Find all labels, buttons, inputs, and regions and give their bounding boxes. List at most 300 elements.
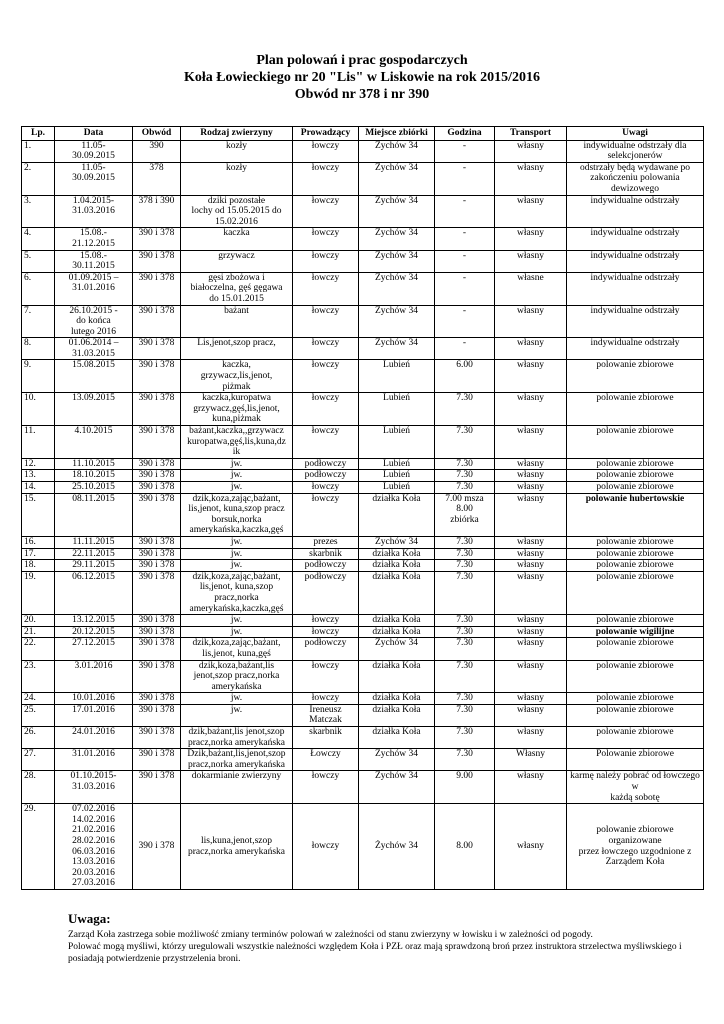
cell-prowadzacy: skarbnik bbox=[293, 548, 359, 560]
cell-uwagi: polowanie zbiorowe bbox=[567, 638, 704, 660]
cell-prowadzacy: łowczy bbox=[293, 660, 359, 693]
cell-transport: własny bbox=[495, 162, 567, 195]
table-row bbox=[22, 536, 704, 548]
cell-miejsce: działka Koła bbox=[359, 704, 435, 726]
table-row bbox=[22, 693, 704, 705]
cell-uwagi: indywidualne odstrzały bbox=[567, 250, 704, 272]
cell-obwod: 390 i 378 bbox=[133, 470, 181, 482]
cell-data: 15.08.2015 bbox=[55, 360, 133, 393]
cell-miejsce: Żychów 34 bbox=[359, 250, 435, 272]
cell-obwod: 390 i 378 bbox=[133, 536, 181, 548]
cell-godzina: 7.30 bbox=[435, 571, 495, 614]
cell-godzina: 7.30 bbox=[435, 426, 495, 459]
cell-transport: własny bbox=[495, 250, 567, 272]
cell-miejsce: Żychów 34 bbox=[359, 771, 435, 804]
cell-lp: 6. bbox=[22, 272, 55, 305]
table-row bbox=[22, 305, 704, 338]
cell-rodzaj: kaczka,kuropatwa grzywacz,gęś,lis,jenot, kuna,piżmak bbox=[181, 393, 293, 426]
column-header-transport: Transport bbox=[495, 127, 567, 141]
cell-lp: 20. bbox=[22, 615, 55, 627]
cell-data: 26.10.2015 - do końca lutego 2016 bbox=[55, 305, 133, 338]
cell-rodzaj: jw. bbox=[181, 482, 293, 494]
cell-prowadzacy: łowczy bbox=[293, 140, 359, 162]
cell-prowadzacy: Łowczy bbox=[293, 749, 359, 771]
cell-data: 07.02.2016 14.02.2016 21.02.2016 28.02.2016 06.03.2016 13.03.2016 20.03.2016 27.03.2016 bbox=[55, 804, 133, 890]
cell-obwod: 390 i 378 bbox=[133, 804, 181, 890]
cell-miejsce: Lubień bbox=[359, 360, 435, 393]
cell-godzina: 7.30 bbox=[435, 470, 495, 482]
cell-miejsce: Lubień bbox=[359, 470, 435, 482]
cell-miejsce: działka Koła bbox=[359, 560, 435, 572]
cell-lp: 28. bbox=[22, 771, 55, 804]
cell-uwagi: indywidualne odstrzały bbox=[567, 272, 704, 305]
cell-uwagi: polowanie zbiorowe bbox=[567, 360, 704, 393]
cell-rodzaj: jw. bbox=[181, 536, 293, 548]
cell-uwagi: polowanie zbiorowe bbox=[567, 704, 704, 726]
cell-miejsce: Żychów 34 bbox=[359, 749, 435, 771]
cell-rodzaj: Dzik,bażant,lis,jenot,szop pracz,norka amerykańska bbox=[181, 749, 293, 771]
table-row bbox=[22, 195, 704, 228]
cell-obwod: 390 i 378 bbox=[133, 638, 181, 660]
cell-godzina: 7.30 bbox=[435, 536, 495, 548]
cell-godzina: 7.30 bbox=[435, 548, 495, 560]
cell-obwod: 390 i 378 bbox=[133, 749, 181, 771]
table-row bbox=[22, 560, 704, 572]
cell-obwod: 390 i 378 bbox=[133, 727, 181, 749]
cell-godzina: 8.00 bbox=[435, 804, 495, 890]
cell-data: 13.12.2015 bbox=[55, 615, 133, 627]
cell-prowadzacy: podłowczy bbox=[293, 638, 359, 660]
cell-transport: własny bbox=[495, 771, 567, 804]
cell-prowadzacy: łowczy bbox=[293, 426, 359, 459]
cell-rodzaj: kozły bbox=[181, 140, 293, 162]
cell-lp: 2. bbox=[22, 162, 55, 195]
cell-miejsce: działka Koła bbox=[359, 493, 435, 536]
cell-rodzaj: bażant,kaczka,,grzywacz kuropatwa,gęś,lis,kuna,dz ik bbox=[181, 426, 293, 459]
cell-prowadzacy: łowczy bbox=[293, 771, 359, 804]
cell-data: 11.05- 30.09.2015 bbox=[55, 162, 133, 195]
cell-transport: własny bbox=[495, 470, 567, 482]
cell-lp: 1. bbox=[22, 140, 55, 162]
cell-data: 17.01.2016 bbox=[55, 704, 133, 726]
cell-obwod: 378 i 390 bbox=[133, 195, 181, 228]
cell-transport: własny bbox=[495, 548, 567, 560]
cell-godzina: 9.00 bbox=[435, 771, 495, 804]
cell-godzina: 7.30 bbox=[435, 749, 495, 771]
table-header-row bbox=[22, 127, 704, 141]
table-row bbox=[22, 360, 704, 393]
table-row bbox=[22, 228, 704, 250]
cell-obwod: 390 i 378 bbox=[133, 250, 181, 272]
cell-uwagi: polowanie hubertowskie bbox=[567, 493, 704, 536]
notes-line-1: Zarząd Koła zastrzega sobie możliwość zmiany terminów polowań w zależności od stanu zwierzyny w łowisku i w zależności od pogody. bbox=[68, 930, 593, 940]
cell-prowadzacy: łowczy bbox=[293, 272, 359, 305]
cell-godzina: 7.30 bbox=[435, 482, 495, 494]
cell-prowadzacy: łowczy bbox=[293, 305, 359, 338]
cell-lp: 25. bbox=[22, 704, 55, 726]
cell-transport: własny bbox=[495, 560, 567, 572]
table-row bbox=[22, 140, 704, 162]
table-row bbox=[22, 482, 704, 494]
cell-godzina: 7.00 msza 8.00 zbiórka bbox=[435, 493, 495, 536]
cell-rodzaj: dzik,koza,zając,bażant, lis,jenot, kuna,szop pracz borsuk,norka amerykańska,kaczka,gęś bbox=[181, 493, 293, 536]
table-row bbox=[22, 426, 704, 459]
cell-data: 25.10.2015 bbox=[55, 482, 133, 494]
cell-transport: własne bbox=[495, 272, 567, 305]
cell-rodzaj: jw. bbox=[181, 548, 293, 560]
cell-data: 1.04.2015- 31.03.2016 bbox=[55, 195, 133, 228]
cell-godzina: 7.30 bbox=[435, 704, 495, 726]
cell-uwagi: polowanie zbiorowe bbox=[567, 571, 704, 614]
cell-obwod: 390 i 378 bbox=[133, 771, 181, 804]
column-header-obwod: Obwód bbox=[133, 127, 181, 141]
table-row bbox=[22, 470, 704, 482]
cell-miejsce: Żychów 34 bbox=[359, 162, 435, 195]
cell-uwagi: Polowanie zbiorowe bbox=[567, 749, 704, 771]
notes-line-2: Polować mogą myśliwi, którzy uregulowali wszystkie należności względem Koła i PZŁ oraz mają sprawdzoną broń przez instruktora strzelectwa myśliwskiego i posiadają potwierdzenie przystrzelenia broni. bbox=[68, 942, 682, 964]
table-row bbox=[22, 660, 704, 693]
cell-lp: 19. bbox=[22, 571, 55, 614]
cell-obwod: 390 i 378 bbox=[133, 228, 181, 250]
cell-uwagi: polowanie zbiorowe bbox=[567, 548, 704, 560]
cell-data: 10.01.2016 bbox=[55, 693, 133, 705]
document-title-line2: Koła Łowieckiego nr 20 "Lis" w Liskowie na rok 2015/2016 bbox=[183, 70, 541, 85]
cell-prowadzacy: łowczy bbox=[293, 360, 359, 393]
cell-transport: własny bbox=[495, 360, 567, 393]
cell-obwod: 390 i 378 bbox=[133, 615, 181, 627]
cell-lp: 12. bbox=[22, 458, 55, 470]
cell-uwagi: karmę należy pobrać od łowczego w każdą sobotę bbox=[567, 771, 704, 804]
cell-godzina: 7.30 bbox=[435, 638, 495, 660]
table-row bbox=[22, 615, 704, 627]
cell-rodzaj: jw. bbox=[181, 626, 293, 638]
table-body bbox=[22, 140, 704, 889]
cell-lp: 7. bbox=[22, 305, 55, 338]
cell-lp: 27. bbox=[22, 749, 55, 771]
cell-rodzaj: jw. bbox=[181, 470, 293, 482]
cell-godzina: 7.30 bbox=[435, 615, 495, 627]
cell-lp: 5. bbox=[22, 250, 55, 272]
cell-rodzaj: kozły bbox=[181, 162, 293, 195]
cell-lp: 15. bbox=[22, 493, 55, 536]
cell-lp: 29. bbox=[22, 804, 55, 890]
cell-lp: 11. bbox=[22, 426, 55, 459]
cell-miejsce: działka Koła bbox=[359, 548, 435, 560]
cell-godzina: 7.30 bbox=[435, 560, 495, 572]
cell-prowadzacy: skarbnik bbox=[293, 727, 359, 749]
cell-uwagi: polowanie zbiorowe bbox=[567, 393, 704, 426]
cell-transport: Własny bbox=[495, 749, 567, 771]
cell-prowadzacy: łowczy bbox=[293, 338, 359, 360]
cell-lp: 8. bbox=[22, 338, 55, 360]
cell-uwagi: indywidualne odstrzały bbox=[567, 338, 704, 360]
cell-uwagi: indywidualne odstrzały bbox=[567, 195, 704, 228]
cell-transport: własny bbox=[495, 305, 567, 338]
cell-obwod: 390 bbox=[133, 140, 181, 162]
cell-uwagi: polowanie wigilijne bbox=[567, 626, 704, 638]
cell-prowadzacy: łowczy bbox=[293, 228, 359, 250]
cell-rodzaj: dzik,koza,zając,bażant, lis,jenot, kuna,szop pracz,norka amerykańska,kaczka,gęś bbox=[181, 571, 293, 614]
cell-lp: 3. bbox=[22, 195, 55, 228]
cell-obwod: 390 i 378 bbox=[133, 693, 181, 705]
cell-rodzaj: dzik,koza,zając,bażant, lis,jenot, kuna,gęś bbox=[181, 638, 293, 660]
cell-lp: 21. bbox=[22, 626, 55, 638]
cell-miejsce: działka Koła bbox=[359, 615, 435, 627]
cell-transport: własny bbox=[495, 704, 567, 726]
table-row bbox=[22, 250, 704, 272]
cell-transport: własny bbox=[495, 660, 567, 693]
column-header-lp: Lp. bbox=[22, 127, 55, 141]
cell-miejsce: działka Koła bbox=[359, 626, 435, 638]
cell-godzina: 7.30 bbox=[435, 626, 495, 638]
cell-godzina: - bbox=[435, 140, 495, 162]
cell-uwagi: polowanie zbiorowe bbox=[567, 470, 704, 482]
cell-rodzaj: jw. bbox=[181, 704, 293, 726]
cell-lp: 23. bbox=[22, 660, 55, 693]
document-title-line3: Obwód nr 378 i nr 390 bbox=[294, 87, 430, 102]
cell-transport: własny bbox=[495, 426, 567, 459]
cell-miejsce: Żychów 34 bbox=[359, 638, 435, 660]
cell-uwagi: polowanie zbiorowe organizowane przez łowczego uzgodnione z Zarządem Koła bbox=[567, 804, 704, 890]
column-header-godzina: Godzina bbox=[435, 127, 495, 141]
cell-miejsce: Żychów 34 bbox=[359, 272, 435, 305]
cell-obwod: 390 i 378 bbox=[133, 360, 181, 393]
cell-obwod: 390 i 378 bbox=[133, 548, 181, 560]
cell-rodzaj: lis,kuna,jenot,szop pracz,norka amerykańska bbox=[181, 804, 293, 890]
cell-obwod: 390 i 378 bbox=[133, 305, 181, 338]
cell-obwod: 390 i 378 bbox=[133, 393, 181, 426]
cell-data: 13.09.2015 bbox=[55, 393, 133, 426]
cell-prowadzacy: łowczy bbox=[293, 482, 359, 494]
cell-prowadzacy: podłowczy bbox=[293, 458, 359, 470]
cell-uwagi: polowanie zbiorowe bbox=[567, 560, 704, 572]
cell-rodzaj: jw. bbox=[181, 693, 293, 705]
cell-obwod: 390 i 378 bbox=[133, 458, 181, 470]
cell-prowadzacy: Ireneusz Matczak bbox=[293, 704, 359, 726]
table-row bbox=[22, 638, 704, 660]
cell-lp: 9. bbox=[22, 360, 55, 393]
cell-transport: własny bbox=[495, 195, 567, 228]
cell-rodzaj: dziki pozostałe lochy od 15.05.2015 do 15.02.2016 bbox=[181, 195, 293, 228]
cell-godzina: 7.30 bbox=[435, 393, 495, 426]
cell-rodzaj: bażant bbox=[181, 305, 293, 338]
cell-miejsce: Lubień bbox=[359, 458, 435, 470]
cell-transport: własny bbox=[495, 626, 567, 638]
cell-data: 11.05- 30.09.2015 bbox=[55, 140, 133, 162]
cell-uwagi: polowanie zbiorowe bbox=[567, 426, 704, 459]
table-row bbox=[22, 458, 704, 470]
cell-uwagi: polowanie zbiorowe bbox=[567, 482, 704, 494]
cell-rodzaj: jw. bbox=[181, 615, 293, 627]
cell-uwagi: polowanie zbiorowe bbox=[567, 536, 704, 548]
column-header-rodzaj: Rodzaj zwierzyny bbox=[181, 127, 293, 141]
cell-uwagi: odstrzały będą wydawane po zakończeniu polowania dewizowego bbox=[567, 162, 704, 195]
table-row bbox=[22, 162, 704, 195]
cell-data: 27.12.2015 bbox=[55, 638, 133, 660]
cell-godzina: 7.30 bbox=[435, 693, 495, 705]
cell-miejsce: działka Koła bbox=[359, 727, 435, 749]
cell-data: 22.11.2015 bbox=[55, 548, 133, 560]
cell-miejsce: Żychów 34 bbox=[359, 228, 435, 250]
cell-prowadzacy: łowczy bbox=[293, 804, 359, 890]
cell-miejsce: Żychów 34 bbox=[359, 338, 435, 360]
cell-transport: własny bbox=[495, 536, 567, 548]
cell-transport: własny bbox=[495, 693, 567, 705]
cell-uwagi: indywidualne odstrzały bbox=[567, 228, 704, 250]
cell-uwagi: polowanie zbiorowe bbox=[567, 727, 704, 749]
table-row bbox=[22, 548, 704, 560]
cell-data: 29.11.2015 bbox=[55, 560, 133, 572]
cell-obwod: 390 i 378 bbox=[133, 571, 181, 614]
cell-data: 01.06.2014 – 31.03.2015 bbox=[55, 338, 133, 360]
cell-godzina: - bbox=[435, 162, 495, 195]
cell-miejsce: Żychów 34 bbox=[359, 140, 435, 162]
cell-transport: własny bbox=[495, 571, 567, 614]
cell-uwagi: indywidualne odstrzały dla selekcjonerów bbox=[567, 140, 704, 162]
cell-rodzaj: jw. bbox=[181, 560, 293, 572]
cell-godzina: 7.30 bbox=[435, 660, 495, 693]
cell-rodzaj: dzik,koza,bażant,lis jenot,szop pracz,norka amerykańska bbox=[181, 660, 293, 693]
cell-obwod: 390 i 378 bbox=[133, 704, 181, 726]
cell-uwagi: polowanie zbiorowe bbox=[567, 693, 704, 705]
cell-lp: 14. bbox=[22, 482, 55, 494]
cell-lp: 18. bbox=[22, 560, 55, 572]
cell-data: 01.09.2015 – 31.01.2016 bbox=[55, 272, 133, 305]
cell-obwod: 390 i 378 bbox=[133, 272, 181, 305]
cell-rodzaj: dzik,bażant,lis jenot,szop pracz,norka amerykańska bbox=[181, 727, 293, 749]
cell-data: 15.08.- 30.11.2015 bbox=[55, 250, 133, 272]
cell-data: 11.11.2015 bbox=[55, 536, 133, 548]
table-row bbox=[22, 727, 704, 749]
cell-data: 01.10.2015- 31.03.2016 bbox=[55, 771, 133, 804]
cell-prowadzacy: łowczy bbox=[293, 693, 359, 705]
cell-obwod: 390 i 378 bbox=[133, 560, 181, 572]
cell-uwagi: polowanie zbiorowe bbox=[567, 458, 704, 470]
cell-rodzaj: kaczka bbox=[181, 228, 293, 250]
cell-prowadzacy: podłowczy bbox=[293, 571, 359, 614]
cell-data: 18.10.2015 bbox=[55, 470, 133, 482]
table-row bbox=[22, 749, 704, 771]
cell-data: 4.10.2015 bbox=[55, 426, 133, 459]
cell-lp: 22. bbox=[22, 638, 55, 660]
table-row bbox=[22, 626, 704, 638]
cell-prowadzacy: łowczy bbox=[293, 393, 359, 426]
cell-obwod: 390 i 378 bbox=[133, 493, 181, 536]
cell-transport: własny bbox=[495, 482, 567, 494]
cell-obwod: 378 bbox=[133, 162, 181, 195]
cell-lp: 16. bbox=[22, 536, 55, 548]
cell-rodzaj: dokarmianie zwierzyny bbox=[181, 771, 293, 804]
cell-uwagi: polowanie zbiorowe bbox=[567, 615, 704, 627]
cell-prowadzacy: łowczy bbox=[293, 626, 359, 638]
table-row bbox=[22, 338, 704, 360]
cell-data: 24.01.2016 bbox=[55, 727, 133, 749]
cell-prowadzacy: prezes bbox=[293, 536, 359, 548]
cell-prowadzacy: łowczy bbox=[293, 162, 359, 195]
cell-transport: własny bbox=[495, 638, 567, 660]
cell-obwod: 390 i 378 bbox=[133, 660, 181, 693]
cell-godzina: - bbox=[435, 195, 495, 228]
hunting-plan-table bbox=[21, 126, 704, 890]
cell-miejsce: Lubień bbox=[359, 482, 435, 494]
cell-rodzaj: kaczka, grzywacz,lis,jenot, piżmak bbox=[181, 360, 293, 393]
cell-miejsce: działka Koła bbox=[359, 571, 435, 614]
cell-data: 3.01.2016 bbox=[55, 660, 133, 693]
cell-transport: własny bbox=[495, 338, 567, 360]
cell-rodzaj: jw. bbox=[181, 458, 293, 470]
cell-obwod: 390 i 378 bbox=[133, 626, 181, 638]
cell-uwagi: polowanie zbiorowe bbox=[567, 660, 704, 693]
cell-miejsce: Żychów 34 bbox=[359, 305, 435, 338]
cell-data: 08.11.2015 bbox=[55, 493, 133, 536]
cell-rodzaj: gęsi zbożowa i białoczelna, gęś gęgawa do 15.01.2015 bbox=[181, 272, 293, 305]
cell-prowadzacy: podłowczy bbox=[293, 470, 359, 482]
cell-obwod: 390 i 378 bbox=[133, 482, 181, 494]
cell-obwod: 390 i 378 bbox=[133, 426, 181, 459]
cell-transport: własny bbox=[495, 140, 567, 162]
cell-godzina: - bbox=[435, 228, 495, 250]
column-header-uwagi: Uwagi bbox=[567, 127, 704, 141]
cell-data: 15.08.- 21.12.2015 bbox=[55, 228, 133, 250]
cell-miejsce: działka Koła bbox=[359, 660, 435, 693]
cell-transport: własny bbox=[495, 228, 567, 250]
table-row bbox=[22, 393, 704, 426]
cell-transport: własny bbox=[495, 458, 567, 470]
cell-miejsce: działka Koła bbox=[359, 693, 435, 705]
cell-lp: 13. bbox=[22, 470, 55, 482]
cell-obwod: 390 i 378 bbox=[133, 338, 181, 360]
document-title-line1: Plan polowań i prac gospodarczych bbox=[256, 53, 468, 68]
cell-transport: własny bbox=[495, 727, 567, 749]
cell-rodzaj: grzywacz bbox=[181, 250, 293, 272]
notes-heading: Uwaga: bbox=[68, 911, 111, 926]
cell-prowadzacy: podłowczy bbox=[293, 560, 359, 572]
cell-miejsce: Lubień bbox=[359, 393, 435, 426]
table-row bbox=[22, 804, 704, 890]
cell-transport: własny bbox=[495, 615, 567, 627]
cell-miejsce: Żychów 34 bbox=[359, 804, 435, 890]
cell-miejsce: Żychów 34 bbox=[359, 195, 435, 228]
table-row bbox=[22, 571, 704, 614]
cell-transport: własny bbox=[495, 804, 567, 890]
cell-prowadzacy: łowczy bbox=[293, 195, 359, 228]
table-row bbox=[22, 272, 704, 305]
cell-data: 31.01.2016 bbox=[55, 749, 133, 771]
table-row bbox=[22, 771, 704, 804]
cell-prowadzacy: łowczy bbox=[293, 493, 359, 536]
column-header-data: Data bbox=[55, 127, 133, 141]
cell-uwagi: indywidualne odstrzały bbox=[567, 305, 704, 338]
cell-miejsce: Lubień bbox=[359, 426, 435, 459]
cell-godzina: - bbox=[435, 250, 495, 272]
cell-lp: 4. bbox=[22, 228, 55, 250]
cell-miejsce: Żychów 34 bbox=[359, 536, 435, 548]
table-row bbox=[22, 704, 704, 726]
cell-godzina: 7.30 bbox=[435, 727, 495, 749]
cell-godzina: - bbox=[435, 272, 495, 305]
cell-prowadzacy: łowczy bbox=[293, 615, 359, 627]
cell-godzina: - bbox=[435, 338, 495, 360]
cell-data: 06.12.2015 bbox=[55, 571, 133, 614]
cell-godzina: 7.30 bbox=[435, 458, 495, 470]
cell-lp: 10. bbox=[22, 393, 55, 426]
cell-transport: własny bbox=[495, 393, 567, 426]
cell-transport: własny bbox=[495, 493, 567, 536]
cell-lp: 26. bbox=[22, 727, 55, 749]
cell-data: 20.12.2015 bbox=[55, 626, 133, 638]
table-row bbox=[22, 493, 704, 536]
cell-godzina: 6.00 bbox=[435, 360, 495, 393]
